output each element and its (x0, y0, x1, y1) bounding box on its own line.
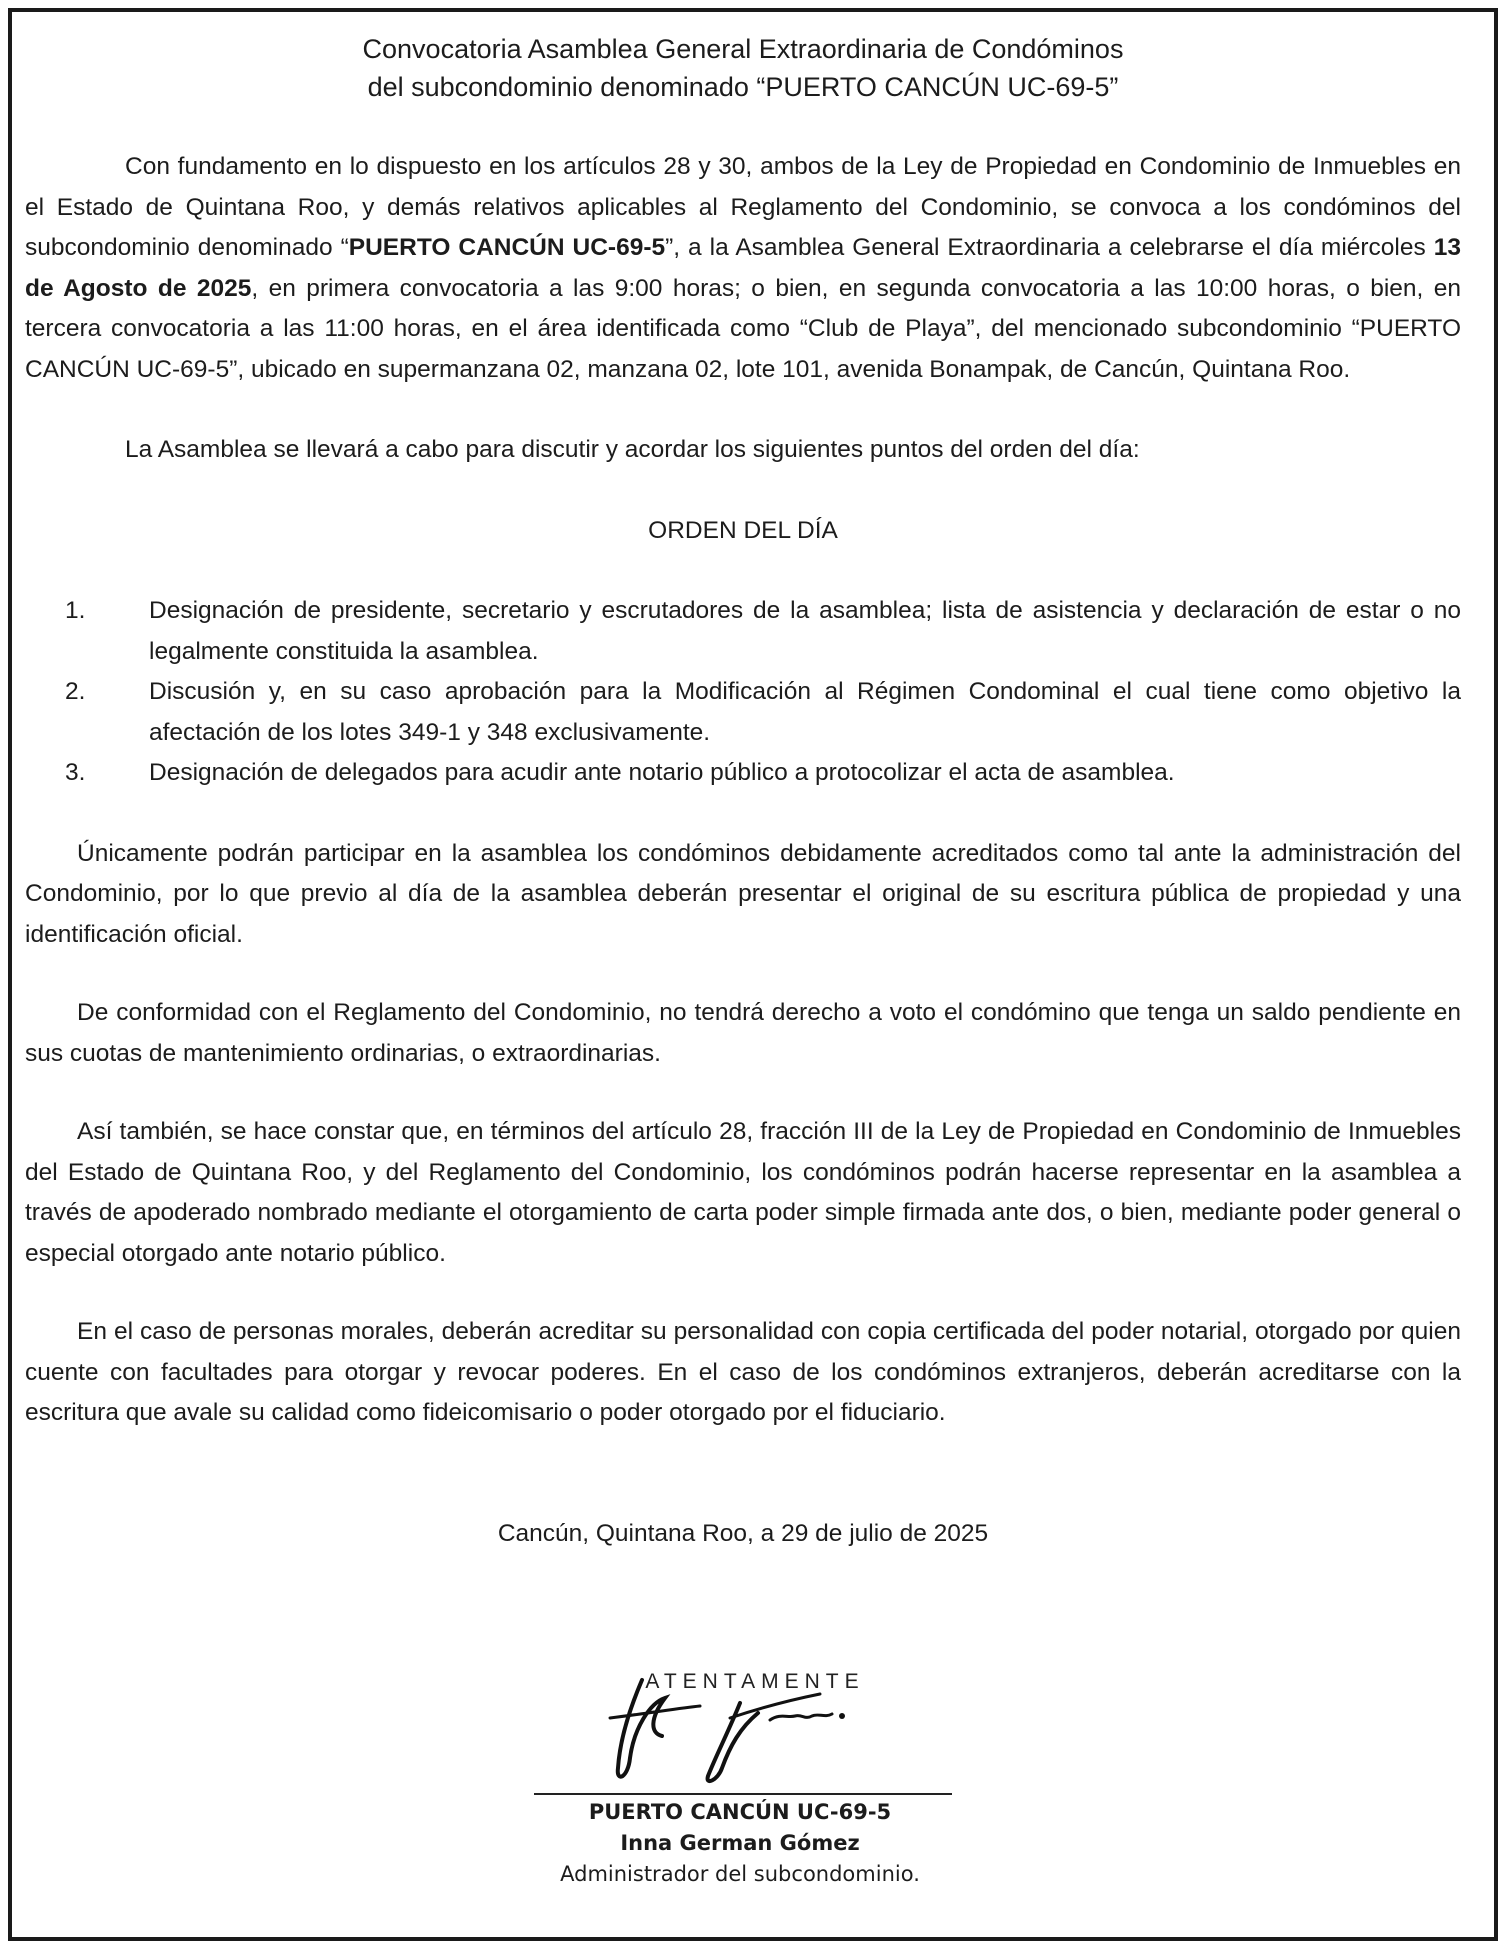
orden-item-number: 3. (65, 759, 86, 786)
orden-item (25, 672, 1461, 753)
paragraph-vote: De conformidad con el Reglamento del Condominio, no tendrá derecho a voto el condómino que tenga un saldo pendiente en sus cuotas de mantenimiento ordinarias, o extraordinarias. (25, 999, 1461, 1067)
orden-item (25, 591, 1461, 672)
handwritten-signature (590, 1658, 890, 1788)
orden-title: ORDEN DEL DÍA (648, 516, 838, 544)
signature-role: Administrador del subcondominio. (560, 1862, 920, 1886)
orden-item (25, 753, 1461, 794)
title-line-2: del subcondominio denominado “PUERTO CANCÚN UC-69-5” (367, 72, 1119, 102)
notice-content (25, 30, 1461, 1554)
notice-title (25, 30, 1461, 106)
intro-bold-date: 13 de Agosto de 2025 (25, 234, 1461, 302)
orden-item-number: 2. (65, 678, 86, 705)
signature-line (534, 1793, 952, 1795)
place-date: Cancún, Quintana Roo, a 29 de julio de 2025 (497, 1519, 989, 1547)
paragraph-participation: Únicamente podrán participar en la asamblea los condóminos debidamente acreditados como tal ante la administración del Condominio, por lo que previo al día de la asamblea deberán presentar el original de su escritura pública de propiedad y una identificación oficial. (25, 839, 1461, 948)
intro-text-2: ”, a la Asamblea General Extraordinaria a celebrarse el día miércoles (665, 234, 1434, 261)
lead-paragraph: La Asamblea se llevará a cabo para discutir y acordar los siguientes puntos del orden del día: (125, 436, 1140, 463)
intro-paragraph (25, 147, 1461, 390)
paragraph-representation: Así también, se hace constar que, en términos del artículo 28, fracción III de la Ley de Propiedad en Condominio de Inmuebles del Estado de Quintana Roo, y del Reglamento del Condominio, los condóminos podrán hacerse representar en la asamblea a través de apoderado nombrado mediante el otorgamiento de carta poder simple firmada ante dos, o bien, mediante poder general o especial otorgado ante notario público. (25, 1118, 1461, 1267)
signature-name: Inna German Gómez (620, 1831, 860, 1855)
orden-item-text: Designación de presidente, secretario y escrutadores de la asamblea; lista de asistencia y declaración de estar o no legalmente constituida la asamblea. (149, 597, 1461, 665)
orden-item-text: Designación de delegados para acudir ante notario público a protocolizar el acta de asamblea. (149, 759, 1175, 786)
paragraph-legal-entities: En el caso de personas morales, deberán acreditar su personalidad con copia certificada del poder notarial, otorgado por quien cuente con facultades para otorgar y revocar poderes. En el caso de los condóminos extranjeros, deberán acreditarse con la escritura que avale su calidad como fideicomisario o poder otorgado por el fiduciario. (25, 1318, 1461, 1426)
intro-text-3: , en primera convocatoria a las 9:00 horas; o bien, en segunda convocatoria a las 10:00 horas, o bien, en tercera convocatoria a las 11:00 horas, en el área identificada como “Club de Playa”, del mencionado subcondominio “PUERTO CANCÚN UC-69-5”, ubicado en supermanzana 02, manzana 02, lote 101, avenida Bonampak, de Cancún, Quintana Roo. (25, 274, 1461, 383)
intro-bold-name: PUERTO CANCÚN UC-69-5 (348, 234, 666, 261)
orden-item-number: 1. (65, 597, 86, 624)
orden-item-text: Discusión y, en su caso aprobación para la Modificación al Régimen Condominal el cual tiene como objetivo la afectación de los lotes 349-1 y 348 exclusivamente. (149, 678, 1461, 746)
intro-text-1: Con fundamento en lo dispuesto en los artículos 28 y 30, ambos de la Ley de Propiedad en Condominio de Inmuebles en el Estado de Quintana Roo, y demás relativos aplicables al Reglamento del Condominio, se convoca a los condóminos del subcondominio denominado “ (25, 153, 1461, 261)
signature-org: PUERTO CANCÚN UC-69-5 (588, 1800, 892, 1824)
closing-atentamente: ATENTAMENTE (645, 1670, 865, 1693)
title-line-1: Convocatoria Asamblea General Extraordinaria de Condóminos (362, 34, 1124, 64)
